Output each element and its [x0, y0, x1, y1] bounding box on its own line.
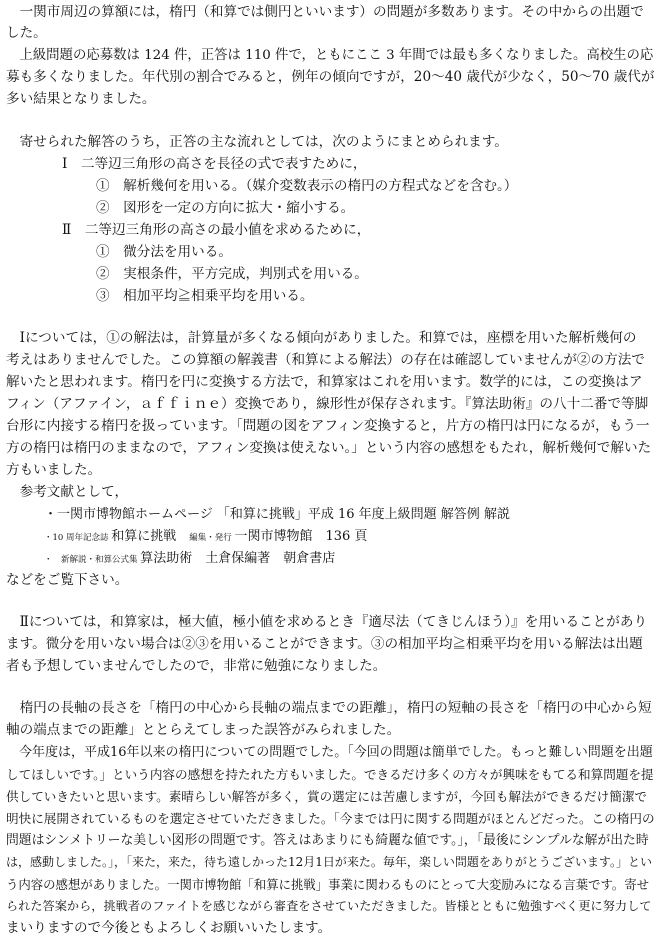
text-line: 者も予想していませんでしたので，非常に勉強になりました。: [6, 658, 387, 674]
text-line: 上級問題の応募数は 124 件，正答は 110 件で，ともにここ 3 年間では最も多くなりました。高校生の応: [6, 48, 654, 63]
text-line: [44, 526, 654, 549]
text-line: ます。微分を用いない場合は②③を用いることができます。③の相加平均≧相乗平均を用いる解法は出題: [6, 636, 643, 652]
text-line: などをご覧下さい。: [6, 572, 129, 588]
text-span: 和算に挑戦: [111, 529, 190, 544]
text-line: は，感動しました。」，「来た，来た，待ち遠しかった12月1日が来た。毎年，楽しい問題をありがとうございます。」とい: [6, 855, 652, 869]
text-line: Ⅱについては，和算家は，極大値，極小値を求めるとき『適尽法（てきじんほう）』を用いることがあり: [6, 614, 648, 630]
text-line: フィン（アファイン，ａｆｆｉｎｅ）変換であり，線形性が保存されます。『算法助術』の八十二番で等脚: [6, 396, 649, 412]
text-line: 参考文献として，: [6, 484, 129, 500]
text-line: 多い結果となりました。: [6, 91, 156, 107]
text-line: 寄せられた解答のうち，正答の主な流れとしては，次のようにまとめられます。: [6, 134, 508, 150]
text-span: 一関市博物館 136 頁: [234, 529, 368, 544]
text-line: 一関市周辺の算額には，楕円（和算では側円といいます）の問題が多数あります。その中からの出題で: [6, 4, 644, 20]
text-line: ③ 相加平均≧相乗平均を用いる。: [96, 288, 314, 304]
text-line: 楕円の長軸の長さを「楕円の中心から長軸の端点までの距離」，楕円の短軸の長さを「楕円の中心から短: [6, 700, 652, 716]
text-span: 算法助術 土倉保編著 朝倉書店: [140, 551, 336, 566]
text-line: 供していきたいと思います。素晴らしい解答が多く，賞の選定には苦慮しますが，今回も解法ができるだけ簡潔で: [6, 789, 648, 804]
text-span: ・10 周年記念誌: [44, 533, 112, 543]
text-line: 問題はシンメトリーな美しい図形の問題です。答えはあまりにも綺麗な値です。」，「最後にシンプルな解が出た時: [6, 833, 649, 848]
text-line: 解いたと思われます。楕円を円に変換する方法で，和算家はこれを用います。数学的には，この変換はア: [6, 374, 643, 390]
text-line: 考えはありませんでした。この算額の解義書（和算による解法）の存在は確認していませんが②の方法で: [6, 352, 645, 368]
text-line: られた答案から，挑戦者のファイトを感じながら審査をさせていただきました。皆様とともに勉強すべく更に努力して: [6, 899, 652, 913]
text-line: 募も多くなりました。年代別の割合でみると，例年の傾向ですが，20～40 歳代が少なく，50～70 歳代が: [6, 69, 655, 85]
text-line: してほしいです。」という内容の感想を持たれた方もいました。できるだけ多くの方々が興味をもてる和算問題を提: [6, 767, 654, 782]
text-line: ・一関市博物館ホームページ 「和算に挑戦」平成 16 年度上級問題 解答例 解説: [44, 507, 510, 522]
text-line: ② 実根条件，平方完成，判別式を用いる。: [96, 266, 368, 282]
text-span: ・ 新解説・和算公式集: [44, 555, 141, 565]
text-line: 台形に内接する楕円を扱っています。「問題の図をアフィン変換すると，片方の楕円は円になるが，もう一: [6, 418, 650, 434]
text-line: まいりますので今後ともよろしくお願いいたします。: [6, 920, 332, 936]
text-line: 方の楕円は楕円のままなので，アフィン変換は使えない。」という内容の感想をもたれ，解析幾何で解いた: [6, 440, 652, 456]
text-line: 軸の端点までの距離」ととらえてしまった誤答がみられました。: [6, 722, 401, 738]
text-line: した。: [6, 25, 47, 41]
text-line: 今年度は，平成16年以来の楕円についての問題でした。「今回の問題は簡単でした。もっと難しい問題を出題: [6, 745, 653, 760]
text-line: う内容の感想がありました。一関市博物館「和算に挑戦」事業に関わるものにとって大変励みになる言葉です。寄せ: [6, 877, 650, 892]
text-line: Ⅰについては，①の解法は，計算量が多くなる傾向がありました。和算では，座標を用いた解析幾何の: [6, 330, 637, 346]
text-line: ② 図形を一定の方向に拡大・縮小する。: [96, 200, 355, 216]
text-span: 編集・発行: [189, 533, 235, 543]
text-line: Ⅰ 二等辺三角形の高さを長径の式で表すために，: [62, 156, 367, 172]
text-line: 方もいました。: [6, 462, 102, 478]
text-line: Ⅱ 二等辺三角形の高さの最小値を求めるために，: [62, 222, 371, 238]
text-line: 明快に展開されているものを選定させていただきました。「今までは円に関する問題がほとんどだった。この楕円の: [6, 811, 655, 826]
text-line: ① 解析幾何を用いる。（媒介変数表示の楕円の方程式などを含む。）: [96, 178, 518, 194]
text-line: [44, 548, 654, 571]
text-line: ① 微分法を用いる。: [96, 244, 232, 260]
